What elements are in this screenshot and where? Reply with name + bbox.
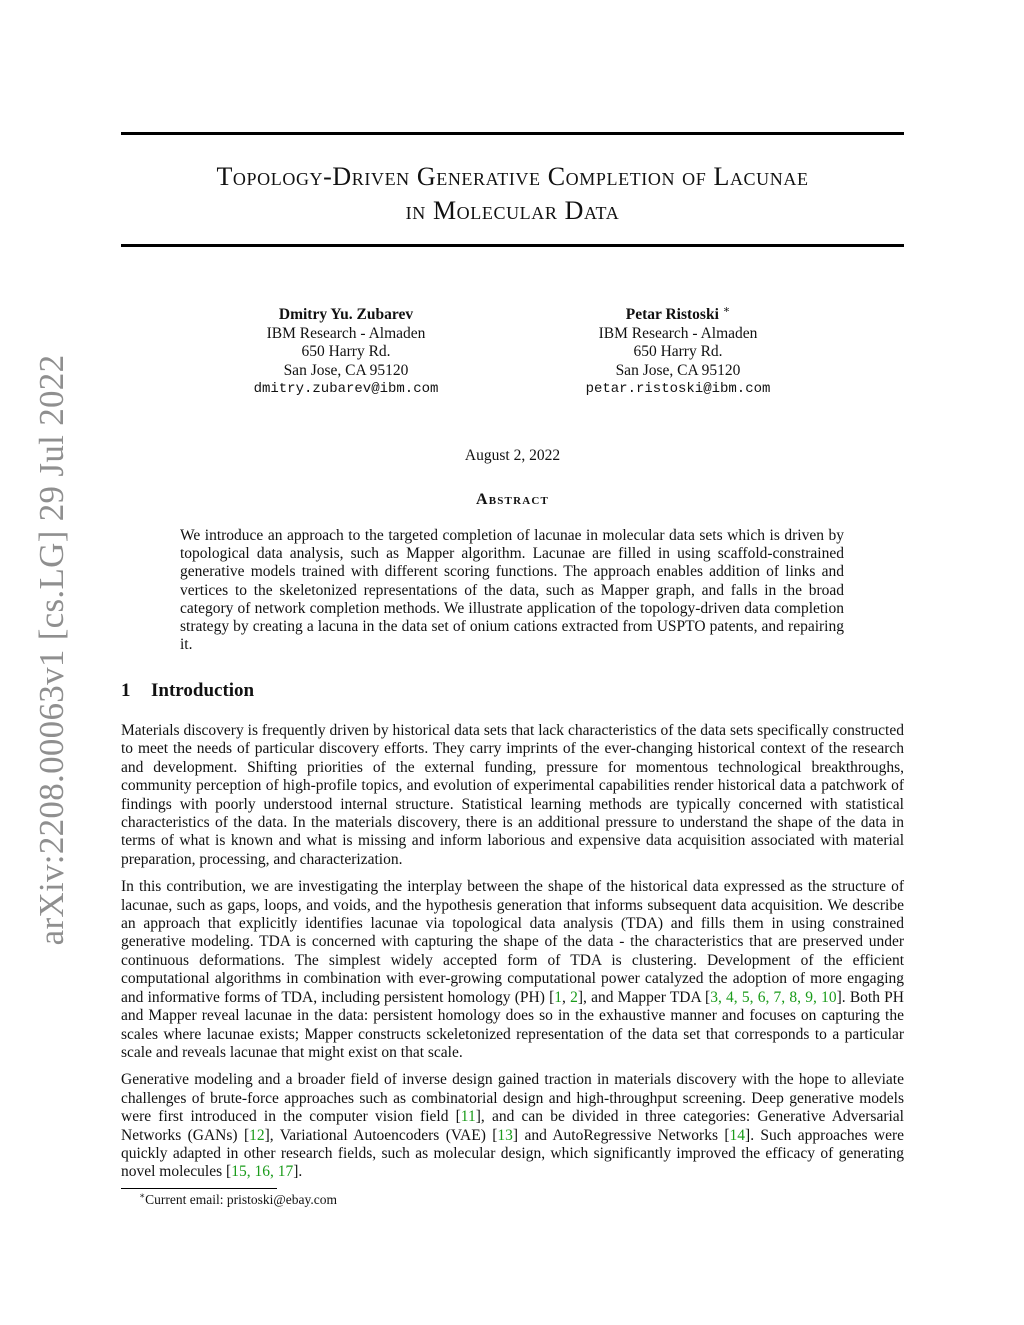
citation-link[interactable]: 12 [249, 1126, 265, 1144]
citation-link[interactable]: 1 [554, 988, 562, 1006]
citation-link[interactable]: 2 [570, 988, 578, 1006]
footnote-marker: ∗ [139, 1190, 146, 1201]
footnote [139, 1192, 337, 1208]
author-name: Dmitry Yu. Zubarev [278, 306, 414, 323]
author-block-2 [513, 303, 843, 399]
paragraph-3: Generative modeling and a broader field of inverse design gained traction in materials discovery with the hope to alleviate challenges of brute-force approaches such as combinatorial design and high-throughput screening. Deep generative models were first introduced in the computer vision field [11], and can be divided in three categories: Generative Adversarial Networks (GANs) [12], Variational Autoencoders (VAE) [13] and AutoRegressive Networks [14]. Such approaches were quickly adapted in other research fields, such as molecular design, which significantly improved the efficacy of generating novel molecules [15, 16, 17]. [121, 1071, 905, 1181]
paper-title [121, 160, 904, 228]
title-bottom-rule [121, 244, 904, 247]
title-line-1: Topology-Driven Generative Completion of Lacunae [216, 162, 809, 191]
author-city: San Jose, CA 95120 [615, 361, 741, 379]
title-line-2: in Molecular Data [405, 196, 620, 225]
footnote-rule [121, 1188, 277, 1189]
author-block-1 [181, 306, 511, 399]
section-heading [121, 680, 254, 702]
footnote-text: Current email: pristoski@ebay.com [145, 1192, 338, 1207]
author-street: 650 Harry Rd. [301, 343, 391, 360]
author-affiliation: IBM Research - Almaden [598, 324, 758, 342]
author-name: Petar Ristoski ∗ [625, 303, 731, 323]
citation-link[interactable]: 15, 16, 17 [231, 1163, 294, 1181]
author-city: San Jose, CA 95120 [283, 361, 409, 379]
paragraph-2: In this contribution, we are investigating the interplay between the shape of the historical data expressed as the structure of lacunae, such as gaps, loops, and voids, and the hypothesis generation that informs subsequent data acquisition. We describe an approach that explicitly identifies lacunae via topological data analysis (TDA) and fills them in using constrained generative modeling. TDA is concerned with capturing the shape of the data - the characteristics that are preserved under continuous deformations. The simplest widely accepted form of TDA is clustering. Development of the efficient computational algorithms in combination with ever-growing computational power catalyzed the adoption of more engaging and informative forms of TDA, including persistent homology (PH) [1, 2], and Mapper TDA [3, 4, 5, 6, 7, 8, 9, 10]. Both PH and Mapper reveal lacunae in the data: persistent homology does so in the exhaustive manner and focuses on capturing the scales where lacunae exists; Mapper constructs sckeletonized representation of the data set that corresponds to a particular scale and reveals lacunae that might exist on that scale. [121, 878, 905, 1061]
citation-link[interactable]: 11 [460, 1108, 476, 1126]
author-email[interactable]: dmitry.zubarev@ibm.com [253, 381, 439, 397]
citation-link[interactable]: 14 [729, 1126, 746, 1144]
section-title: Introduction [151, 680, 255, 701]
section-body [121, 722, 904, 1191]
citation-link[interactable]: 13 [497, 1126, 513, 1144]
publication-date: August 2, 2022 [464, 447, 561, 464]
abstract-heading: Abstract [475, 491, 550, 508]
abstract-text: We introduce an approach to the targeted completion of lacunae in molecular data sets which is driven by topological data analysis, such as Mapper algorithm. Lacunae are filled in using scaffold-constrained generative models trained with different scoring functions. The approach enables addition of links and vertices to the skeletonized representations of the data, such as Mapper graph, and falls in the broad category of network completion methods. We illustrate application of the topology-driven data completion strategy by creating a lacuna in the data set of onium cations extracted from USPTO patents, and repairing it. [180, 527, 844, 654]
author-affiliation: IBM Research - Almaden [266, 324, 426, 342]
paragraph-1: Materials discovery is frequently driven by historical data sets that lack characteristics of the data sets specifically constructed to meet the needs of particular discovery efforts. They carry imprints of the ever-changing historical context of the research and development. Shifting priorities of the external funding, pressure for momentous technological breakthroughs, community perception of high-profile topics, and evolution of experimental capabilities render historical data a patchwork of findings with poorly understood internal structure. Statistical learning methods are typically concerned with statistical characteristics of the data. In the materials discovery, there is an additional pressure to understand the shape of the data in terms of what is known and what is missing and inform laborious and expensive data acquisition associated with material preparation, processing, and characterization. [121, 722, 904, 868]
arxiv-identifier: arXiv:2208.00063v1 [cs.LG] 29 Jul 2022 [32, 354, 71, 946]
author-email[interactable]: petar.ristoski@ibm.com [585, 381, 771, 397]
author-street: 650 Harry Rd. [633, 343, 723, 360]
title-top-rule [121, 132, 904, 135]
section-number: 1 [121, 680, 131, 701]
citation-link[interactable]: 3, 4, 5, 6, 7, 8, 9, 10 [710, 988, 837, 1006]
footnote-marker[interactable]: ∗ [722, 303, 731, 316]
